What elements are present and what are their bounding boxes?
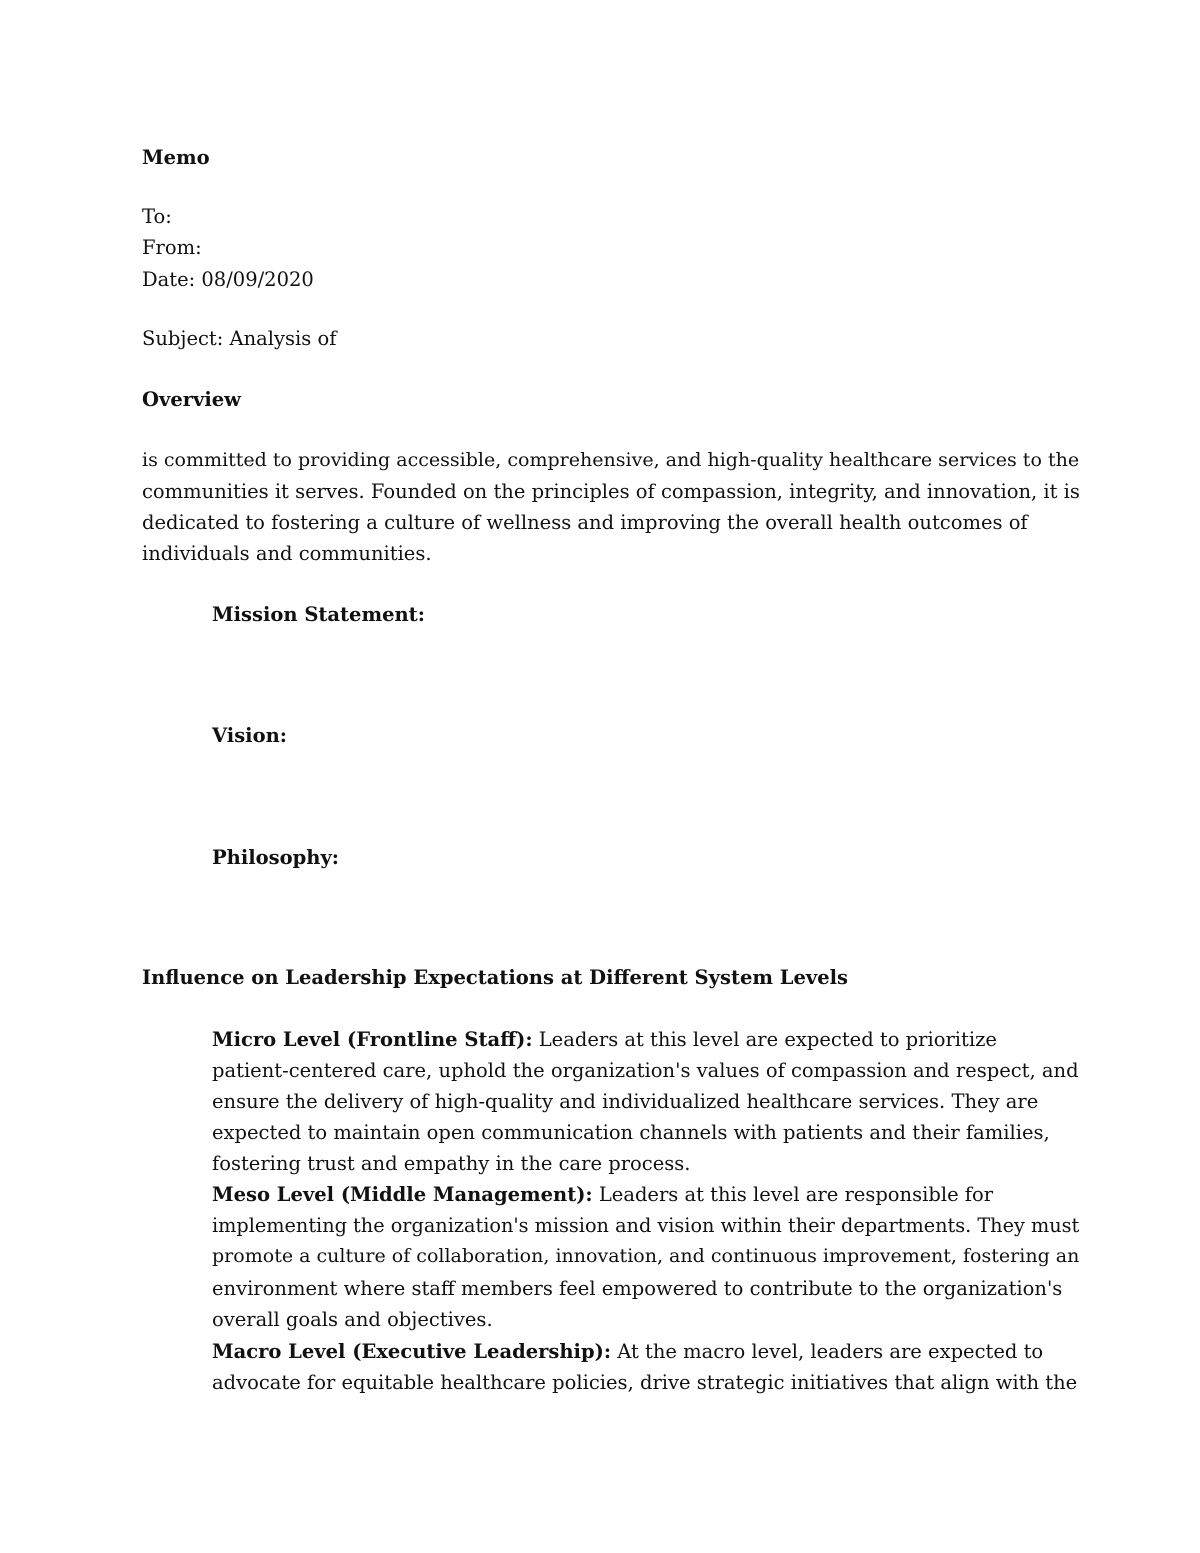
vision-heading: Vision: — [212, 724, 287, 747]
overview-line-4: individuals and communities. — [142, 542, 432, 565]
overview-line-3: dedicated to fostering a culture of wellness and improving the overall health outcomes of — [142, 511, 1028, 534]
meso-level-line-1 — [212, 1179, 993, 1210]
influence-heading: Influence on Leadership Expectations at Different System Levels — [142, 966, 849, 989]
meso-level-line-4: environment where staff members feel empowered to contribute to the organization's — [212, 1277, 1063, 1300]
micro-level-first-text: Leaders at this level are expected to prioritize — [532, 1028, 997, 1051]
meso-level-line-3: promote a culture of collaboration, innovation, and continuous improvement, fostering an — [212, 1245, 1080, 1267]
overview-line-2: communities it serves. Founded on the principles of compassion, integrity, and innovation, it is — [142, 480, 1080, 503]
overview-heading: Overview — [142, 388, 241, 411]
micro-level-label: Micro Level (Frontline Staff): — [212, 1028, 533, 1051]
meso-level-line-5: overall goals and objectives. — [212, 1308, 493, 1331]
memo-to: To: — [142, 205, 172, 228]
meso-level-line-2: implementing the organization's mission and vision within their departments. They must — [212, 1214, 1080, 1237]
micro-level-line-5: fostering trust and empathy in the care process. — [212, 1152, 691, 1175]
micro-level-line-1 — [212, 1024, 997, 1055]
macro-level-label: Macro Level (Executive Leadership): — [212, 1340, 612, 1363]
micro-level-line-2: patient-centered care, uphold the organization's values of compassion and respect, and — [212, 1059, 1079, 1082]
memo-title: Memo — [142, 146, 210, 169]
meso-level-first-text: Leaders at this level are responsible for — [592, 1183, 994, 1206]
macro-level-line-1 — [212, 1336, 1043, 1367]
philosophy-heading: Philosophy: — [212, 846, 339, 869]
memo-from: From: — [142, 236, 202, 259]
macro-level-line-2: advocate for equitable healthcare policies, drive strategic initiatives that align with the — [212, 1371, 1078, 1394]
memo-subject: Subject: Analysis of — [142, 327, 337, 350]
overview-line-1: is committed to providing accessible, comprehensive, and high-quality healthcare services to the — [142, 449, 1080, 471]
macro-level-first-text: At the macro level, leaders are expected to — [611, 1340, 1044, 1363]
micro-level-line-4: expected to maintain open communication channels with patients and their families, — [212, 1121, 1050, 1144]
micro-level-line-3: ensure the delivery of high-quality and individualized healthcare services. They are — [212, 1090, 1039, 1113]
meso-level-label: Meso Level (Middle Management): — [212, 1183, 593, 1206]
memo-date: Date: 08/09/2020 — [142, 268, 314, 291]
mission-statement-heading: Mission Statement: — [212, 603, 425, 626]
